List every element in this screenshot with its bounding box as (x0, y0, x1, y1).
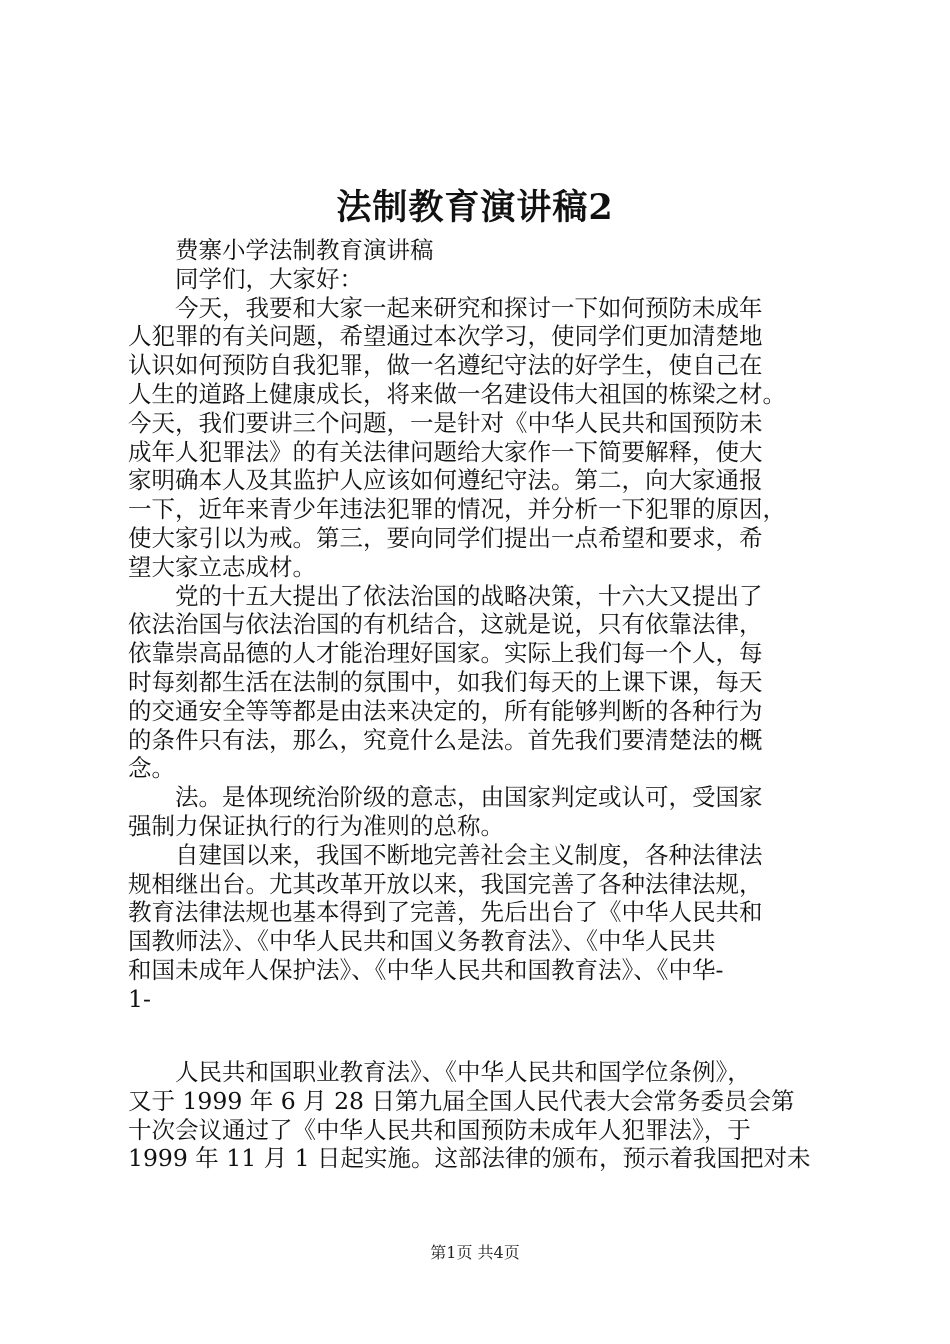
text-line: 的交通安全等等都是由法来决定的，所有能够判断的各种行为 (128, 696, 763, 725)
text-line: 依靠崇高品德的人才能治理好国家。实际上我们每一个人，每 (128, 639, 763, 668)
document-body-continued (128, 1058, 833, 1173)
text-line: 又于 1999 年 6 月 28 日第九届全国人民代表大会常务委员会第 (128, 1086, 795, 1115)
text-line: 规相继出台。尤其改革开放以来，我国完善了各种法律法规， (128, 869, 763, 898)
text-line: 人民共和国职业教育法》、《中华人民共和国学位条例》， (175, 1058, 751, 1086)
document-title: 法制教育演讲稿2 (336, 187, 614, 228)
text-line: 1- (128, 984, 151, 1013)
text-line: 法。是体现统治阶级的意志，由国家判定或认可，受国家 (175, 783, 763, 812)
text-line: 教育法律法规也基本得到了完善，先后出台了《中华人民共和 (128, 898, 763, 927)
text-line: 今天，我要和大家一起来研究和探讨一下如何预防未成年 (175, 293, 763, 322)
text-line: 自建国以来，我国不断地完善社会主义制度，各种法律法 (175, 840, 763, 869)
text-line: 依法治国与依法治国的有机结合，这就是说，只有依靠法律， (128, 610, 763, 639)
text-line: 家明确本人及其监护人应该如何遵纪守法。第二，向大家通报 (128, 466, 763, 495)
text-line: 党的十五大提出了依法治国的战略决策，十六大又提出了 (175, 581, 763, 610)
text-line: 使大家引以为戒。第三，要向同学们提出一点希望和要求，希 (128, 523, 763, 552)
text-line: 费寨小学法制教育演讲稿 (175, 236, 434, 264)
text-line: 同学们，大家好： (175, 264, 363, 293)
text-line: 1999 年 11 月 1 日起实施。这部法律的颁布，预示着我国把对未 (128, 1144, 811, 1173)
text-line: 时每刻都生活在法制的氛围中，如我们每天的上课下课，每天 (128, 667, 763, 696)
text-line: 一下，近年来青少年违法犯罪的情况，并分析一下犯罪的原因， (128, 495, 786, 524)
text-line: 的条件只有法，那么，究竟什么是法。首先我们要清楚法的概 (128, 725, 763, 754)
text-line: 今天，我们要讲三个问题，一是针对《中华人民共和国预防未 (128, 408, 763, 437)
text-line: 望大家立志成材。 (128, 552, 316, 581)
text-line: 和国未成年人保护法》、《中华人民共和国教育法》、《中华- (128, 955, 724, 984)
text-line: 念。 (128, 754, 175, 783)
page-footer: 第1页 共4页 (430, 1243, 520, 1262)
text-line: 人犯罪的有关问题，希望通过本次学习，使同学们更加清楚地 (128, 322, 763, 351)
text-line: 人生的道路上健康成长，将来做一名建设伟大祖国的栋梁之材。 (128, 379, 786, 408)
text-line: 认识如何预防自我犯罪，做一名遵纪守法的好学生，使自己在 (128, 351, 763, 380)
text-line: 十次会议通过了《中华人民共和国预防未成年人犯罪法》，于 (128, 1115, 751, 1144)
document-body (128, 236, 833, 1014)
text-line: 成年人犯罪法》的有关法律问题给大家作一下简要解释，使大 (128, 437, 763, 466)
text-line: 国教师法》、《中华人民共和国义务教育法》、《中华人民共 (128, 927, 716, 956)
text-line: 强制力保证执行的行为准则的总称。 (128, 811, 504, 840)
